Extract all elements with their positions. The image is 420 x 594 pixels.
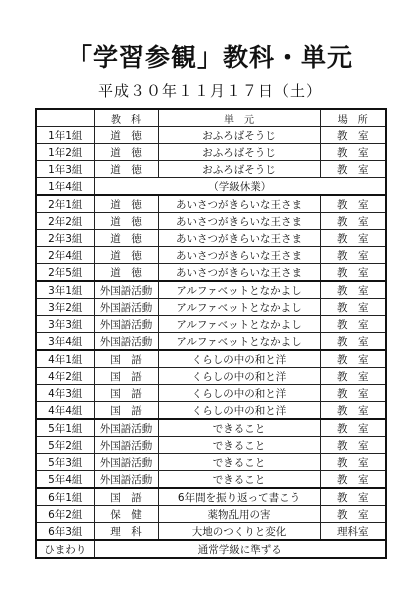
cell-class: 6年1組 (36, 488, 94, 506)
table-row (36, 281, 386, 299)
page-title: 「学習参観」教科・単元 (66, 43, 353, 72)
cell-place: 教 室 (320, 316, 386, 333)
table-header-row (36, 109, 386, 127)
header-place: 場 所 (320, 109, 386, 127)
cell-class: 2年3組 (36, 230, 94, 247)
cell-subject: 道 徳 (94, 144, 158, 161)
cell-subject: 国 語 (94, 385, 158, 402)
cell-note: （学級休業） (94, 178, 386, 196)
cell-subject: 外国語活動 (94, 419, 158, 437)
table-row (36, 385, 386, 402)
cell-unit: あいさつがきらいな王さま (158, 230, 320, 247)
cell-class: 2年1組 (36, 195, 94, 213)
cell-unit: おふろばそうじ (158, 161, 320, 178)
cell-unit: おふろばそうじ (158, 127, 320, 144)
table-row (36, 437, 386, 454)
cell-place: 理科室 (320, 523, 386, 541)
header-unit: 単 元 (158, 109, 320, 127)
cell-class: 1年4組 (36, 178, 94, 196)
table-row (36, 368, 386, 385)
cell-class: 3年1組 (36, 281, 94, 299)
cell-unit: アルファベットとなかよし (158, 333, 320, 351)
cell-subject: 道 徳 (94, 127, 158, 144)
cell-subject: 道 徳 (94, 247, 158, 264)
cell-unit: アルファベットとなかよし (158, 281, 320, 299)
cell-class: 5年2組 (36, 437, 94, 454)
cell-place: 教 室 (320, 471, 386, 489)
table-row (36, 178, 386, 196)
cell-subject: 外国語活動 (94, 437, 158, 454)
cell-place: 教 室 (320, 281, 386, 299)
cell-unit: 大地のつくりと変化 (158, 523, 320, 541)
cell-class: 1年2組 (36, 144, 94, 161)
cell-subject: 外国語活動 (94, 316, 158, 333)
table-row (36, 471, 386, 489)
cell-unit: くらしの中の和と洋 (158, 350, 320, 368)
table-row (36, 230, 386, 247)
cell-place: 教 室 (320, 437, 386, 454)
cell-unit: 6年間を振り返って書こう (158, 488, 320, 506)
cell-place: 教 室 (320, 195, 386, 213)
cell-class: 3年2組 (36, 299, 94, 316)
cell-unit: おふろばそうじ (158, 144, 320, 161)
cell-unit: できること (158, 471, 320, 489)
table-row (36, 350, 386, 368)
table-row (36, 523, 386, 541)
cell-subject: 外国語活動 (94, 471, 158, 489)
cell-class: 6年3組 (36, 523, 94, 541)
cell-class: 2年4組 (36, 247, 94, 264)
cell-class: 2年2組 (36, 213, 94, 230)
cell-place: 教 室 (320, 454, 386, 471)
cell-place: 教 室 (320, 488, 386, 506)
cell-subject: 道 徳 (94, 264, 158, 282)
cell-place: 教 室 (320, 144, 386, 161)
table-row (36, 264, 386, 282)
cell-class: 1年3組 (36, 161, 94, 178)
cell-unit: できること (158, 454, 320, 471)
table-row (36, 213, 386, 230)
cell-class: 4年1組 (36, 350, 94, 368)
cell-note: 通常学級に準ずる (94, 540, 386, 558)
cell-class: 3年3組 (36, 316, 94, 333)
cell-place: 教 室 (320, 333, 386, 351)
table-row (36, 419, 386, 437)
cell-unit: あいさつがきらいな王さま (158, 264, 320, 282)
table-row (36, 506, 386, 523)
table-body (36, 127, 386, 559)
table-row (36, 402, 386, 420)
cell-class: ひまわり (36, 540, 94, 558)
table-row (36, 144, 386, 161)
table-row (36, 540, 386, 558)
cell-subject: 保 健 (94, 506, 158, 523)
cell-unit: あいさつがきらいな王さま (158, 213, 320, 230)
cell-subject: 外国語活動 (94, 454, 158, 471)
cell-place: 教 室 (320, 368, 386, 385)
cell-class: 4年2組 (36, 368, 94, 385)
cell-class: 5年3組 (36, 454, 94, 471)
cell-unit: できること (158, 419, 320, 437)
cell-class: 3年4組 (36, 333, 94, 351)
cell-unit: くらしの中の和と洋 (158, 402, 320, 420)
table-row (36, 333, 386, 351)
cell-subject: 国 語 (94, 350, 158, 368)
cell-class: 4年3組 (36, 385, 94, 402)
cell-place: 教 室 (320, 506, 386, 523)
cell-place: 教 室 (320, 161, 386, 178)
cell-subject: 道 徳 (94, 161, 158, 178)
cell-unit: あいさつがきらいな王さま (158, 247, 320, 264)
table-row (36, 247, 386, 264)
table-row (36, 454, 386, 471)
cell-unit: くらしの中の和と洋 (158, 368, 320, 385)
cell-class: 4年4組 (36, 402, 94, 420)
cell-unit: くらしの中の和と洋 (158, 385, 320, 402)
cell-place: 教 室 (320, 385, 386, 402)
cell-place: 教 室 (320, 247, 386, 264)
cell-unit: アルファベットとなかよし (158, 316, 320, 333)
cell-subject: 理 科 (94, 523, 158, 541)
cell-place: 教 室 (320, 350, 386, 368)
cell-place: 教 室 (320, 299, 386, 316)
table-row (36, 195, 386, 213)
cell-unit: できること (158, 437, 320, 454)
cell-subject: 道 徳 (94, 230, 158, 247)
cell-subject: 外国語活動 (94, 281, 158, 299)
cell-place: 教 室 (320, 419, 386, 437)
cell-class: 5年4組 (36, 471, 94, 489)
cell-subject: 外国語活動 (94, 299, 158, 316)
cell-unit: アルファベットとなかよし (158, 299, 320, 316)
header-class (36, 109, 94, 127)
header-subject: 教 科 (94, 109, 158, 127)
cell-subject: 外国語活動 (94, 333, 158, 351)
cell-subject: 道 徳 (94, 213, 158, 230)
table-row (36, 161, 386, 178)
table-row (36, 488, 386, 506)
cell-subject: 国 語 (94, 402, 158, 420)
cell-unit: あいさつがきらいな王さま (158, 195, 320, 213)
cell-place: 教 室 (320, 264, 386, 282)
table-row (36, 299, 386, 316)
cell-class: 2年5組 (36, 264, 94, 282)
table-row (36, 127, 386, 144)
cell-class: 6年2組 (36, 506, 94, 523)
cell-place: 教 室 (320, 127, 386, 144)
table-row (36, 316, 386, 333)
schedule-table (35, 108, 387, 559)
cell-class: 1年1組 (36, 127, 94, 144)
cell-place: 教 室 (320, 402, 386, 420)
cell-subject: 国 語 (94, 368, 158, 385)
cell-place: 教 室 (320, 213, 386, 230)
cell-subject: 道 徳 (94, 195, 158, 213)
event-date: 平成３０年１１月１７日（土） (97, 82, 322, 100)
cell-place: 教 室 (320, 230, 386, 247)
cell-subject: 国 語 (94, 488, 158, 506)
cell-class: 5年1組 (36, 419, 94, 437)
cell-unit: 薬物乱用の害 (158, 506, 320, 523)
